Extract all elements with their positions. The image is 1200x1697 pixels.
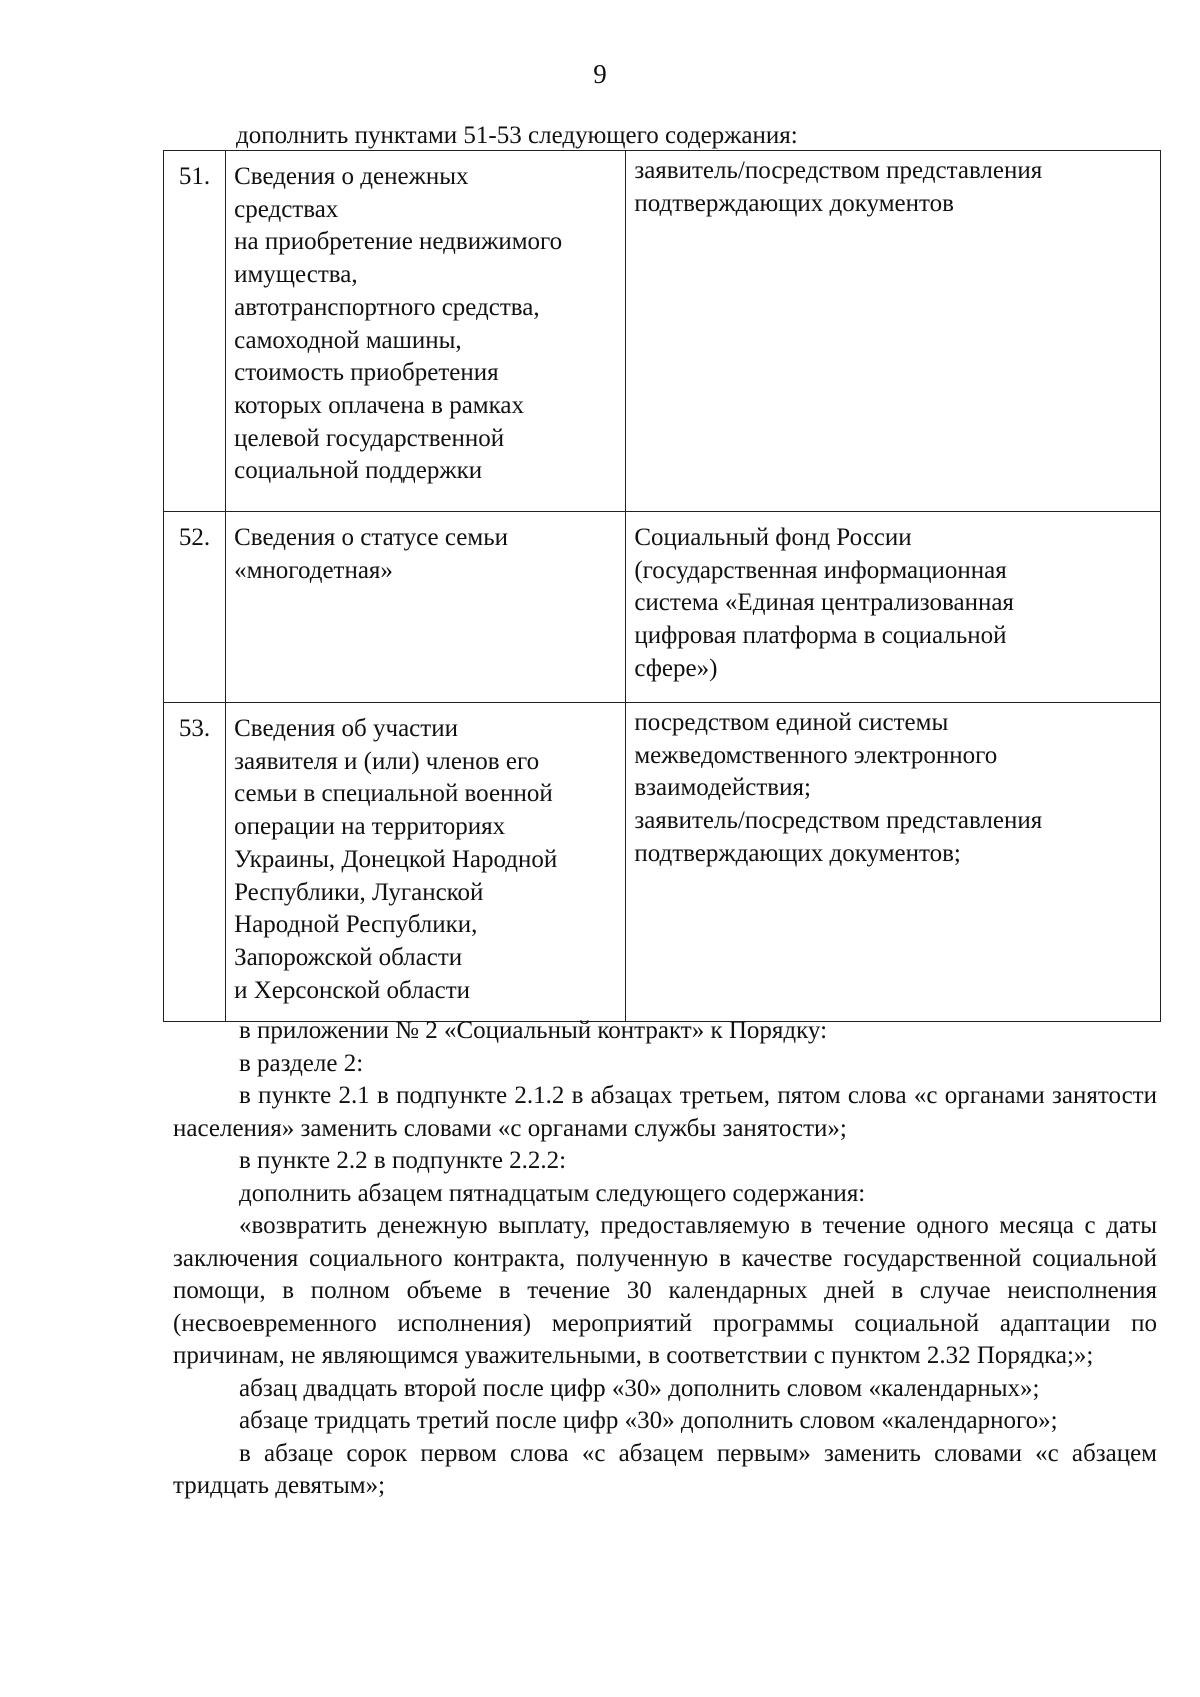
description-line: операции на территориях (234, 813, 506, 841)
description-line: социальной поддержки (234, 457, 483, 485)
body-text (173, 1015, 1157, 1503)
description-line: заявителя и (или) членов его (234, 747, 540, 775)
row-description (226, 512, 626, 703)
row-source (626, 512, 1161, 703)
source-line: посредством единой системы (634, 709, 949, 736)
description-line: «многодетная» (234, 556, 393, 584)
page-number: 9 (593, 59, 607, 89)
paragraph: абзац двадцать второй после цифр «30» дополнить словом «календарных»; (239, 1374, 1040, 1402)
description-line: на приобретение недвижимого (234, 228, 563, 256)
row-description (226, 703, 626, 1022)
description-line: средствах (234, 195, 339, 223)
row-source (626, 703, 1161, 1022)
table-row (164, 151, 1161, 512)
intro-text: дополнить пунктами 51-53 следующего содержания: (236, 122, 798, 149)
paragraph: дополнить абзацем пятнадцатым следующего содержания: (239, 1179, 866, 1207)
row-number: 53. (164, 703, 226, 1022)
description-line: Запорожской области (234, 943, 463, 971)
description-line: Народной Республики, (234, 911, 478, 939)
row-description (226, 151, 626, 512)
source-line: сфере») (634, 654, 718, 682)
description-line: Сведения об участии (234, 715, 458, 742)
description-line: Сведения о денежных (234, 163, 469, 190)
description-line: семьи в специальной военной (234, 780, 553, 808)
row-number: 51. (164, 151, 226, 512)
table-row (164, 703, 1161, 1022)
paragraph: абзаце тридцать третий после цифр «30» дополнить словом «календарного»; (239, 1407, 1058, 1434)
table-row (164, 512, 1161, 703)
description-line: стоимость приобретения (234, 359, 499, 387)
paragraph: в разделе 2: (239, 1049, 364, 1077)
source-line: (государственная информационная (634, 556, 1007, 584)
source-line: система «Единая централизованная (634, 589, 1014, 617)
row-source (626, 151, 1161, 512)
paragraph: в пункте 2.2 в подпункте 2.2.2: (239, 1147, 567, 1174)
source-line: межведомственного электронного (634, 741, 998, 769)
row-number: 52. (164, 512, 226, 703)
source-line: подтверждающих документов (634, 189, 954, 217)
description-line: Сведения о статусе семьи (234, 524, 508, 551)
paragraph: в абзаце сорок первом слова «с абзацем первым» заменить словами «с абзацем тридцать девятым»; (173, 1439, 1157, 1499)
paragraph: в пункте 2.1 в подпункте 2.1.2 в абзацах третьем, пятом слова «с органами занятости населения» заменить словами «с органами службы занятости»; (173, 1082, 1157, 1142)
source-line: Социальный фонд России (634, 524, 912, 551)
description-line: и Херсонской области (234, 976, 471, 1004)
source-line: заявитель/посредством представления (634, 157, 1043, 184)
paragraph: «возвратить денежную выплату, предоставляемую в течение одного месяца с даты заключения социального контракта, полученную в качестве государственной социальной помощи, в полном объеме в течение 30 календарных дней в случае неисполнения (несвоевременного исполнения) мероприятий программы социальной адаптации по причинам, не являющимся уважительными, в соответствии с пунктом 2.32 Порядка;»; (173, 1212, 1157, 1369)
source-line: взаимодействия; (634, 774, 811, 802)
source-line: цифровая платформа в социальной (634, 622, 1007, 650)
source-line: подтверждающих документов; (634, 839, 961, 867)
items-table (163, 150, 1161, 1022)
description-line: автотранспортного средства, (234, 293, 540, 321)
description-line: которых оплачена в рамках (234, 391, 524, 419)
description-line: самоходной машины, (234, 326, 462, 354)
description-line: Украины, Донецкой Народной (234, 845, 558, 873)
description-line: Республики, Луганской (234, 878, 484, 906)
description-line: целевой государственной (234, 424, 505, 452)
source-line: заявитель/посредством представления (634, 807, 1043, 835)
paragraph: в приложении № 2 «Социальный контракт» к Порядку: (239, 1017, 828, 1044)
description-line: имущества, (234, 261, 358, 289)
